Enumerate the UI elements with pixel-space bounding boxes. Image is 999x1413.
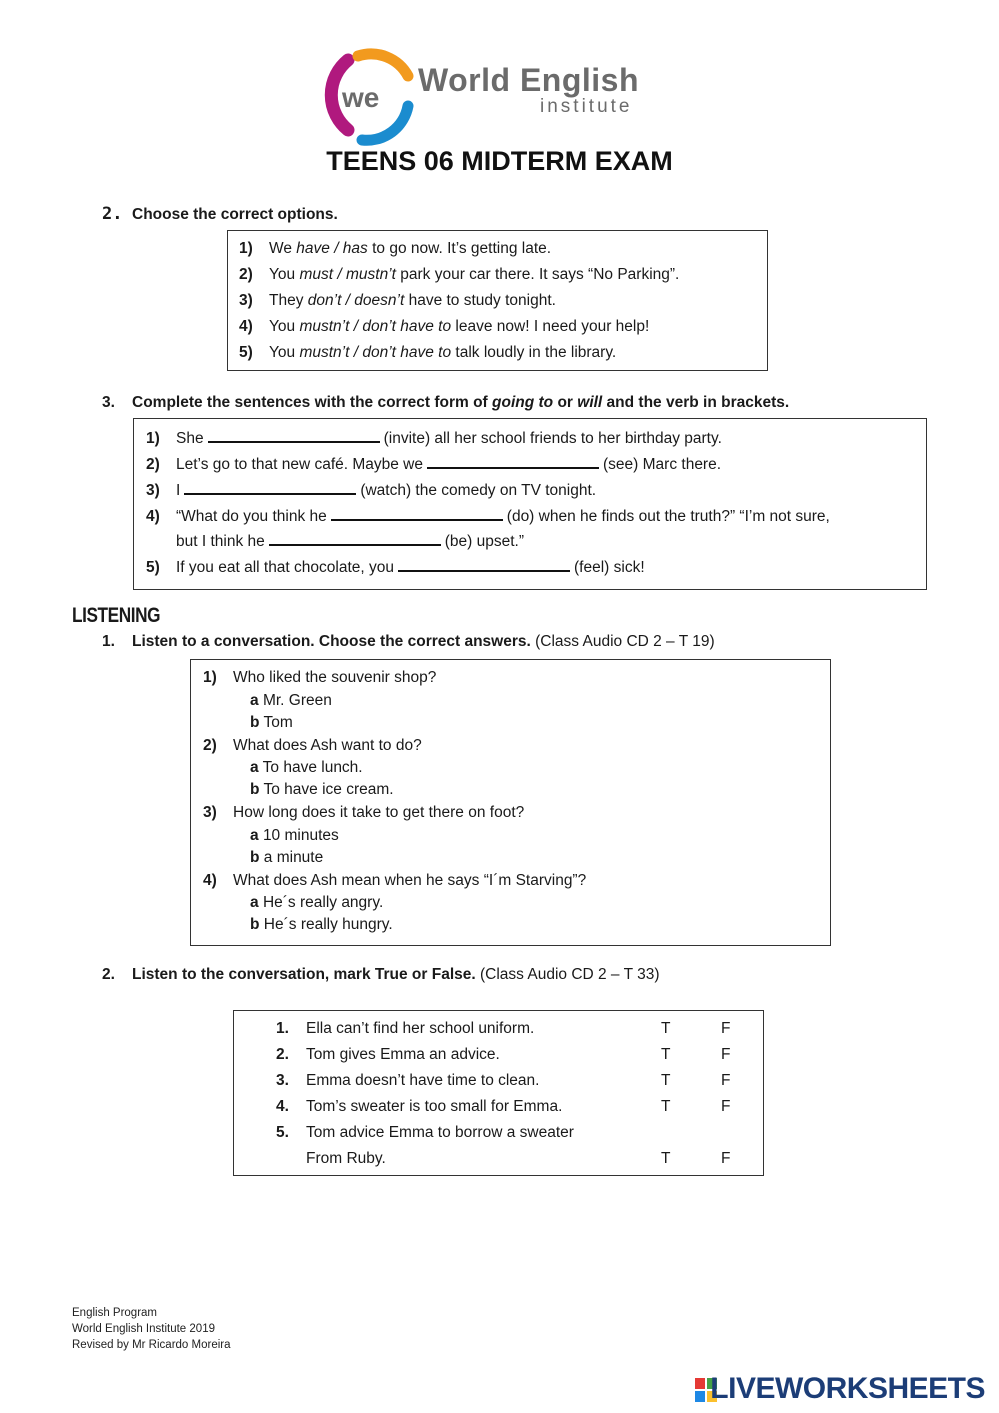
l2-box (233, 1010, 764, 1176)
tf-statement: 3. Emma doesn’t have time to clean. (276, 1072, 540, 1089)
q3-item: 5) If you eat all that chocolate, you (feel) sick! (146, 556, 645, 577)
q3-box (133, 418, 927, 590)
true-option[interactable]: T (661, 1150, 671, 1167)
liveworksheets-watermark: LIVEWORKSHEETS (710, 1372, 985, 1405)
l1-source: (Class Audio CD 2 – T 19) (530, 633, 715, 650)
footer-line: English Program (72, 1307, 158, 1319)
footer-line: World English Institute 2019 (72, 1323, 215, 1335)
l1-question: 1) Who liked the souvenir shop? (203, 669, 437, 686)
q2-item: 3) They don’t / doesn’t have to study tonight. (239, 292, 556, 309)
l2-heading (102, 966, 659, 984)
false-option[interactable]: F (721, 1072, 731, 1089)
q3-item-continued: but I think he (be) upset.” (176, 530, 524, 551)
q2-item: 4) You mustn’t / don’t have to leave now! I need your help! (239, 318, 650, 335)
l1-option-a[interactable]: a 10 minutes (250, 827, 339, 844)
true-option[interactable]: T (661, 1098, 671, 1115)
l1-option-b[interactable]: b Tom (250, 714, 293, 731)
l1-instruction: Listen to a conversation. Choose the correct answers. (132, 633, 531, 650)
q3-item: 1) She (invite) all her school friends to her birthday party. (146, 427, 722, 448)
q2-options[interactable]: must / mustn’t (299, 266, 396, 283)
l1-question: 3) How long does it take to get there on foot? (203, 804, 525, 821)
logo-name-line1: World English (418, 62, 640, 98)
q2-item: 5) You mustn’t / don’t have to talk loudly in the library. (239, 344, 617, 361)
logo-mark-text: we (342, 82, 380, 113)
q3-heading: 3. Complete the sentences with the correct form of going to or will and the verb in brackets. (102, 394, 790, 411)
q2-instruction: Choose the correct options. (132, 206, 338, 223)
l2-instruction: Listen to the conversation, mark True or False. (132, 966, 476, 983)
tf-statement: 1. Ella can’t find her school uniform. (276, 1020, 535, 1037)
answer-blank[interactable] (331, 505, 503, 521)
l1-heading (102, 633, 715, 651)
l1-number: 1. (102, 633, 115, 650)
footer (72, 1305, 231, 1353)
false-option[interactable]: F (721, 1150, 731, 1167)
q3-number: 3. (102, 394, 115, 411)
l2-number: 2. (102, 966, 115, 983)
l1-option-a[interactable]: a He´s really angry. (250, 894, 384, 911)
q2-item: 2) You must / mustn’t park your car there. It says “No Parking”. (239, 266, 680, 283)
true-option[interactable]: T (661, 1020, 671, 1037)
logo-name-line2: institute (540, 96, 633, 117)
false-option[interactable]: F (721, 1098, 731, 1115)
true-option[interactable]: T (661, 1046, 671, 1063)
q2-options[interactable]: have / has (296, 240, 368, 257)
l1-option-a[interactable]: a To have lunch. (250, 759, 363, 776)
q2-item: 1) We have / has to go now. It’s getting late. (239, 240, 552, 257)
q3-item: 3) I (watch) the comedy on TV tonight. (146, 479, 596, 500)
l2-source: (Class Audio CD 2 – T 33) (475, 966, 660, 983)
tf-statement: 2. Tom gives Emma an advice. (276, 1046, 500, 1063)
l1-option-b[interactable]: b a minute (250, 849, 324, 866)
answer-blank[interactable] (208, 427, 380, 443)
l1-option-b[interactable]: b He´s really hungry. (250, 916, 393, 933)
answer-blank[interactable] (427, 453, 599, 469)
tf-statement: 5. Tom advice Emma to borrow a sweater (276, 1124, 574, 1141)
page-title: TEENS 06 MIDTERM EXAM (326, 146, 673, 176)
answer-blank[interactable] (398, 556, 570, 572)
listening-heading: LISTENING (72, 604, 161, 627)
answer-blank[interactable] (184, 479, 356, 495)
false-option[interactable]: F (721, 1020, 731, 1037)
tf-statement-continued: From Ruby. (306, 1150, 386, 1167)
false-option[interactable]: F (721, 1046, 731, 1063)
answer-blank[interactable] (269, 530, 441, 546)
true-option[interactable]: T (661, 1072, 671, 1089)
q3-item: 4) “What do you think he (do) when he finds out the truth?” “I’m not sure, (146, 505, 830, 526)
q2-box (227, 230, 768, 371)
q2-heading (102, 204, 338, 224)
q2-number: 2. (102, 204, 123, 224)
q3-item: 2) Let’s go to that new café. Maybe we (see) Marc there. (146, 453, 721, 474)
l1-question: 4) What does Ash mean when he says “I´m Starving”? (203, 872, 587, 889)
tf-statement: 4. Tom’s sweater is too small for Emma. (276, 1098, 563, 1115)
l1-option-b[interactable]: b To have ice cream. (250, 781, 394, 798)
footer-line: Revised by Mr Ricardo Moreira (72, 1339, 231, 1351)
q2-options[interactable]: don’t / doesn’t (307, 292, 405, 309)
q2-options[interactable]: mustn’t / don’t have to (299, 318, 452, 335)
l1-question: 2) What does Ash want to do? (203, 737, 422, 754)
l1-option-a[interactable]: a Mr. Green (250, 692, 332, 709)
q2-options[interactable]: mustn’t / don’t have to (299, 344, 452, 361)
l1-box (190, 659, 831, 946)
